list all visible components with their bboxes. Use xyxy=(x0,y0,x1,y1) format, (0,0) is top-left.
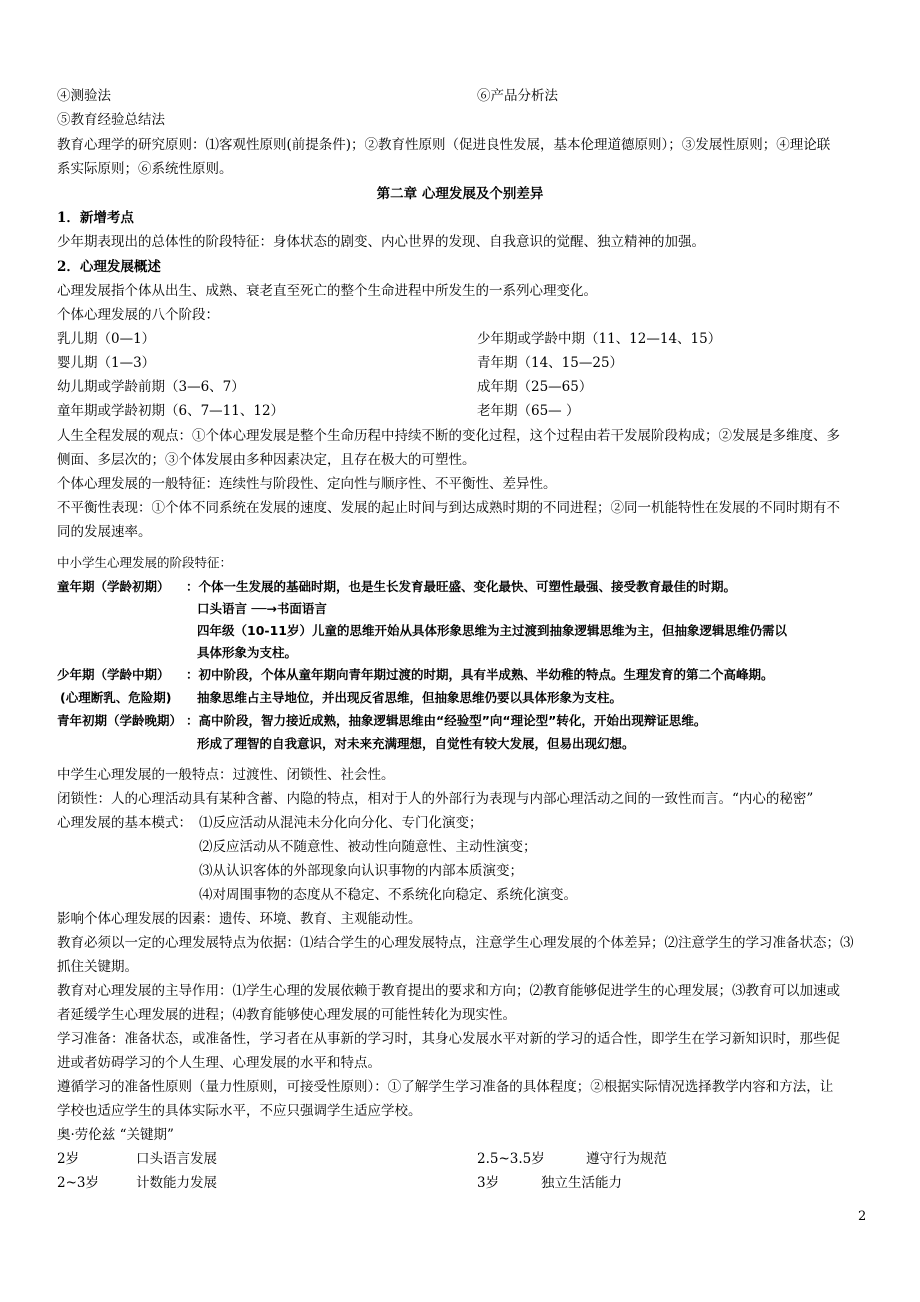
stage-right: 少年期或学龄中期（11、12—14、15） xyxy=(477,331,722,347)
research-principles-line1: 教育心理学的研究原则：⑴客观性原则(前提条件)；②教育性原则（促进良性发展，基本伦理道德原则）；③发展性原则；④理论联 xyxy=(57,137,831,153)
pattern-item: ⑷对周围事物的态度从不稳定、不系统化向稳定、系统化演变。 xyxy=(199,887,577,903)
grade-four-thinking-cont: 具体形象为支柱。 xyxy=(197,645,298,660)
middle-school-general: 中学生心理发展的一般特点：过渡性、闭锁性、社会性。 xyxy=(57,767,395,783)
critical-period-title: 奥·劳伦兹 “关键期” xyxy=(57,1127,174,1143)
stage-right: 老年期（65— ） xyxy=(477,403,580,419)
pattern-item: ⑵反应活动从不随意性、被动性向随意性、主动性演变； xyxy=(199,839,537,855)
research-principles-line2: 系实际原则；⑥系统性原则。 xyxy=(57,161,233,177)
education-basis-line1: 教育必须以一定的心理发展特点为依据：⑴结合学生的心理发展特点，注意学生心理发展的个体差异；⑵注意学生的学习准备状态；⑶ xyxy=(57,935,854,951)
critical-age: 2.5~3.5岁 xyxy=(477,1151,545,1167)
pattern-item: ⑶从认识客体的外部现象向认识事物的内部本质演变； xyxy=(199,863,523,879)
juvenile-subtitle: (心理断乳、危险期) xyxy=(60,690,172,705)
leading-role-line2: 者延缓学生心理发展的进程；⑷教育能够使心理发展的可能性转化为现实性。 xyxy=(57,1007,516,1023)
pattern-item: ⑴反应活动从混沌未分化向分化、专门化演变； xyxy=(199,815,483,831)
critical-age: 2~3岁 xyxy=(57,1175,99,1191)
juvenile-desc: ：初中阶段，个体从童年期向青年期过渡的时期，具有半成熟、半幼稚的特点。生理发育的第二个高峰期。 xyxy=(186,667,774,682)
section-1-heading: 1．新增考点 xyxy=(57,210,134,226)
patterns-label: 心理发展的基本模式： xyxy=(57,815,192,831)
critical-ability: 遵守行为规范 xyxy=(586,1151,667,1167)
critical-age: 2岁 xyxy=(57,1151,80,1167)
critical-ability: 口头语言发展 xyxy=(136,1151,217,1167)
youth-self-awareness: 形成了理智的自我意识，对未来充满理想，自觉性有较大发展，但易出现幻想。 xyxy=(197,736,635,751)
section-2-heading: 2．心理发展概述 xyxy=(57,259,161,275)
lifespan-view-line2: 侧面、多层次的；③个体发展由多种因素决定，且存在极大的可塑性。 xyxy=(57,452,476,468)
stage-left: 幼儿期或学龄前期（3—6、7） xyxy=(57,379,245,395)
stage-features-title: 中小学生心理发展的阶段特征： xyxy=(57,555,233,570)
critical-ability: 计数能力发展 xyxy=(136,1175,217,1191)
education-basis-line2: 抓住关键期。 xyxy=(57,959,138,975)
leading-role-line1: 教育对心理发展的主导作用：⑴学生心理的发展依赖于教育提出的要求和方向；⑵教育能够促进学生的心理发展；⑶教育可以加速或 xyxy=(57,983,840,999)
general-features: 个体心理发展的一般特征：连续性与阶段性、定向性与顺序性、不平衡性、差异性。 xyxy=(57,476,557,492)
grade-four-thinking: 四年级（10-11岁）儿童的思维开始从具体形象思维为主过渡到抽象逻辑思维为主，但抽象逻辑思维仍需以 xyxy=(197,623,787,638)
critical-age: 3岁 xyxy=(477,1175,500,1191)
language-transition: 口头语言 ──→书面语言 xyxy=(197,601,327,616)
readiness-line2: 进或者妨碍学习的个人生理、心理发展的水平和特点。 xyxy=(57,1055,381,1071)
critical-ability: 独立生活能力 xyxy=(541,1175,622,1191)
youth-label: 青年初期（学龄晚期） xyxy=(57,713,183,728)
page-number: 2 xyxy=(858,1209,867,1224)
stages-intro: 个体心理发展的八个阶段： xyxy=(57,307,219,323)
stage-right: 青年期（14、15—25） xyxy=(477,355,624,371)
method-6: ⑥产品分析法 xyxy=(477,88,558,104)
section-1-text: 少年期表现出的总体性的阶段特征：身体状态的剧变、内心世界的发现、自我意识的觉醒、独立精神的加强。 xyxy=(57,234,705,250)
method-5: ⑤教育经验总结法 xyxy=(57,112,165,128)
method-4: ④测验法 xyxy=(57,88,111,104)
juvenile-thinking: 抽象思维占主导地位，并出现反省思维，但抽象思维仍要以具体形象为支柱。 xyxy=(197,690,623,705)
readiness-principle-line2: 学校也适应学生的具体实际水平，不应只强调学生适应学校。 xyxy=(57,1103,422,1119)
readiness-line1: 学习准备：准备状态，或准备性，学习者在从事新的学习时，其身心发展水平对新的学习的适合性，即学生在学习新知识时，那些促 xyxy=(57,1031,840,1047)
development-definition: 心理发展指个体从出生、成熟、衰老直至死亡的整个生命进程中所发生的一系列心理变化。 xyxy=(57,283,597,299)
stage-left: 乳儿期（0—1） xyxy=(57,331,156,347)
juvenile-label: 少年期（学龄中期） xyxy=(57,667,170,682)
imbalance-line2: 同的发展速率。 xyxy=(57,524,152,540)
childhood-desc: ：个体一生发展的基础时期，也是生长发育最旺盛、变化最快、可塑性最强、接受教育最佳的时期。 xyxy=(186,579,737,594)
chapter-title: 第二章 心理发展及个别差异 xyxy=(376,186,544,202)
stage-left: 婴儿期（1—3） xyxy=(57,355,156,371)
stage-right: 成年期（25—65） xyxy=(477,379,593,395)
childhood-label: 童年期（学龄初期） xyxy=(57,579,170,594)
influencing-factors: 影响个体心理发展的因素：遗传、环境、教育、主观能动性。 xyxy=(57,911,422,927)
readiness-principle-line1: 遵循学习的准备性原则（量力性原则，可接受性原则）：①了解学生学习准备的具体程度；②根据实际情况选择教学内容和方法，让 xyxy=(57,1079,834,1095)
imbalance-line1: 不平衡性表现：①个体不同系统在发展的速度、发展的起止时间与到达成熟时期的不同进程；②同一机能特性在发展的不同时期有不 xyxy=(57,500,840,516)
stage-left: 童年期或学龄初期（6、7—11、12） xyxy=(57,403,285,419)
lifespan-view-line1: 人生全程发展的观点：①个体心理发展是整个生命历程中持续不断的变化过程，这个过程由若干发展阶段构成；②发展是多维度、多 xyxy=(57,428,840,444)
youth-desc: ：高中阶段，智力接近成熟，抽象逻辑思维由“经验型”向“理论型”转化，开始出现辩证思维。 xyxy=(186,713,707,728)
closedness-definition: 闭锁性：人的心理活动具有某种含蓄、内隐的特点，相对于人的外部行为表现与内部心理活动之间的一致性而言。“内心的秘密” xyxy=(57,791,814,807)
